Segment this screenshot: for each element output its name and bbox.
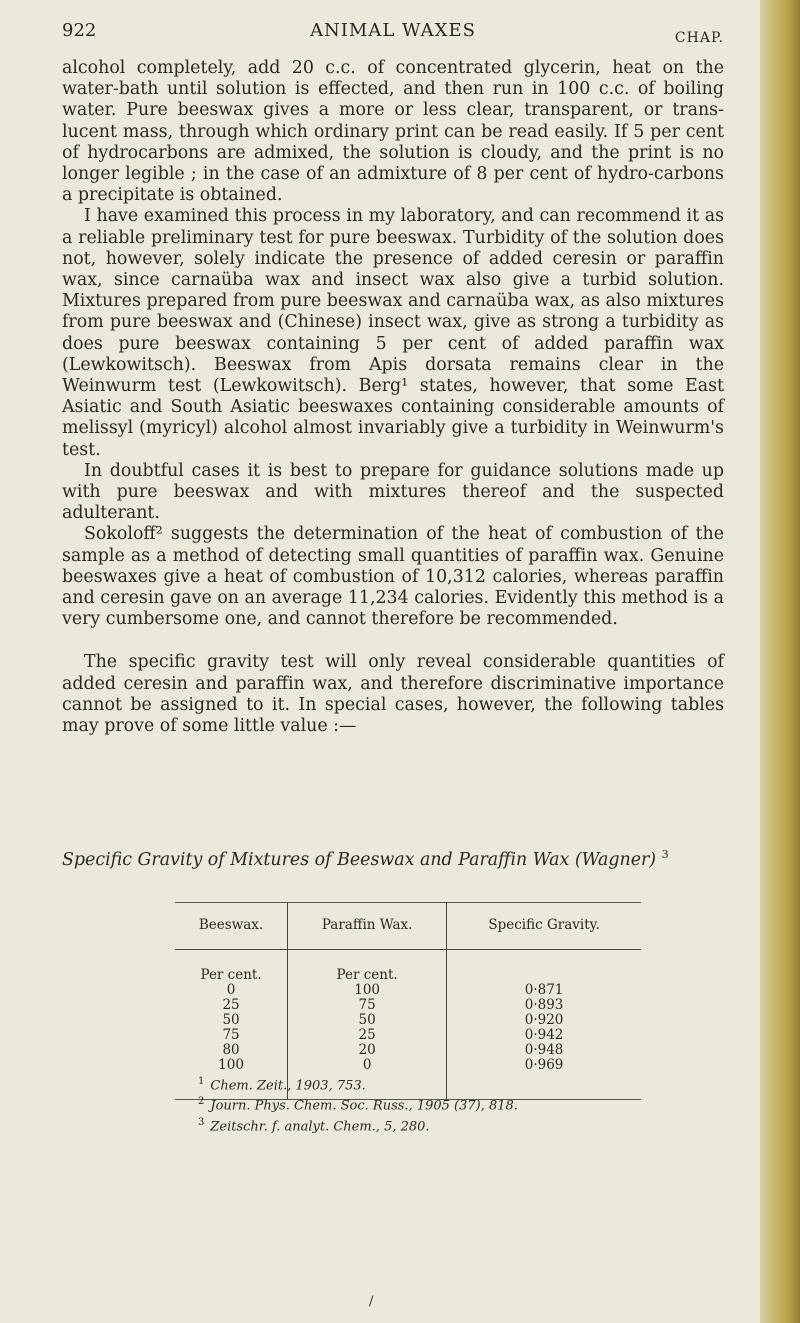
unit-label — [447, 968, 641, 983]
header-beeswax: Beeswax. — [175, 903, 288, 950]
gilded-page-edge — [760, 0, 800, 1323]
table-cell: 0 — [362, 1057, 372, 1073]
unit-label: Per cent. — [200, 967, 262, 983]
table-title-text: Specific Gravity of Mixtures of Beeswax and Paraffin Wax (Wagner) — [62, 849, 657, 870]
table-cell: 80 — [222, 1042, 240, 1058]
page-header — [62, 20, 724, 56]
table-cell: 0·969 — [524, 1057, 564, 1073]
unit-label: Per cent. — [336, 967, 398, 983]
table-cell: 100 — [354, 982, 381, 998]
table-cell: 0·948 — [524, 1042, 564, 1058]
running-title: ANIMAL WAXES — [310, 20, 476, 41]
footnote-number: 2 — [198, 1096, 205, 1108]
footnotes — [198, 1074, 518, 1135]
table-cell: 75 — [222, 1027, 240, 1043]
table-cell: 0·920 — [524, 1012, 564, 1028]
table-header-row — [175, 903, 641, 950]
table-cell: 50 — [222, 1012, 240, 1028]
table-cell: 50 — [358, 1012, 376, 1028]
body-text — [62, 58, 724, 737]
table-title — [62, 848, 724, 870]
table-title-ref: 3 — [661, 848, 669, 861]
table-cell: 100 — [218, 1057, 244, 1073]
table-cell: 0·942 — [524, 1027, 564, 1043]
chapter-label: CHAP. — [674, 30, 724, 46]
footnote-text: Chem. Zeit., 1903, 753. — [210, 1078, 366, 1094]
header-specific-gravity: Specific Gravity. — [447, 903, 641, 950]
footnote-number: 3 — [198, 1116, 205, 1128]
footnote — [198, 1094, 518, 1114]
footnote-number: 1 — [198, 1076, 205, 1087]
header-paraffin: Paraffin Wax. — [288, 903, 447, 950]
table-cell: 0·871 — [524, 982, 564, 998]
table-cell: 25 — [222, 997, 240, 1013]
footnote — [198, 1074, 518, 1094]
table-cell: 75 — [358, 997, 376, 1013]
table-cell: 0·893 — [524, 997, 564, 1013]
paragraph: I have examined this process in my laboratory, and can recommend it as a reliable preliminary test for pure beeswax. Turbidity of the solution does not, however, solely indicate the presence of added ceresin or paraffin wax, since carnaüba wax and insect wax also give a turbid solution. Mixtures prepared from pure beeswax and carnaüba wax, as also mixtures from pure beeswax and (Chinese) insect wax, give as strong a turbidity as does pure beeswax containing 5 per cent of added paraffin wax (Lewkowitsch). Beeswax from Apis dorsata remains clear in the Weinwurm test (Lewkowitsch). Berg¹ states, however, that some East Asiatic and South Asiatic beeswaxes containing considerable amounts of melissyl (myricyl) alcohol almost invariably give a turbidity in Weinwurm's test. — [62, 206, 724, 460]
footnote-text: Zeitschr. f. analyt. Chem., 5, 280. — [210, 1118, 430, 1134]
paragraph: In doubtful cases it is best to prepare for guidance solutions made up with pure beeswax and with mixtures thereof and the suspected adulterant. — [62, 460, 724, 524]
paragraph: The specific gravity test will only reveal considerable quantities of added ceresin and paraffin wax, and therefore discriminative importance cannot be assigned to it. In special cases, however, the following tables may prove of some little value :— — [62, 652, 724, 737]
paragraph: Sokoloff² suggests the determination of the heat of combustion of the sample as a method of detecting small quantities of paraffin wax. Genuine beeswaxes give a heat of combustion of 10,312 calories, whereas paraffin and ceresin gave on an average 11,234 calories. Evidently this method is a very cumbersome one, and cannot therefore be recommended. — [62, 524, 724, 630]
bottom-mark: / — [369, 1294, 374, 1309]
specific-gravity-table — [175, 902, 641, 1100]
footnote-text: Journ. Phys. Chem. Soc. Russ., 1905 (37), 818. — [210, 1098, 518, 1114]
footnote — [198, 1115, 518, 1135]
paragraph: alcohol completely, add 20 c.c. of concentrated glycerin, heat on the water-bath until solution is effected, and then run in 100 c.c. of boiling water. Pure beeswax gives a more or less clear, transparent, or trans-lucent mass, through which ordinary print can be read easily. If 5 per cent of hydrocarbons are admixed, the solution is cloudy, and the print is no longer legible ; in the case of an admixture of 8 per cent of hydro-carbons a precipitate is obtained. — [62, 58, 724, 206]
page-number: 922 — [62, 20, 97, 41]
table-cell: 0 — [226, 982, 236, 998]
table-cell: 20 — [358, 1042, 376, 1058]
table-cell: 25 — [358, 1027, 376, 1043]
